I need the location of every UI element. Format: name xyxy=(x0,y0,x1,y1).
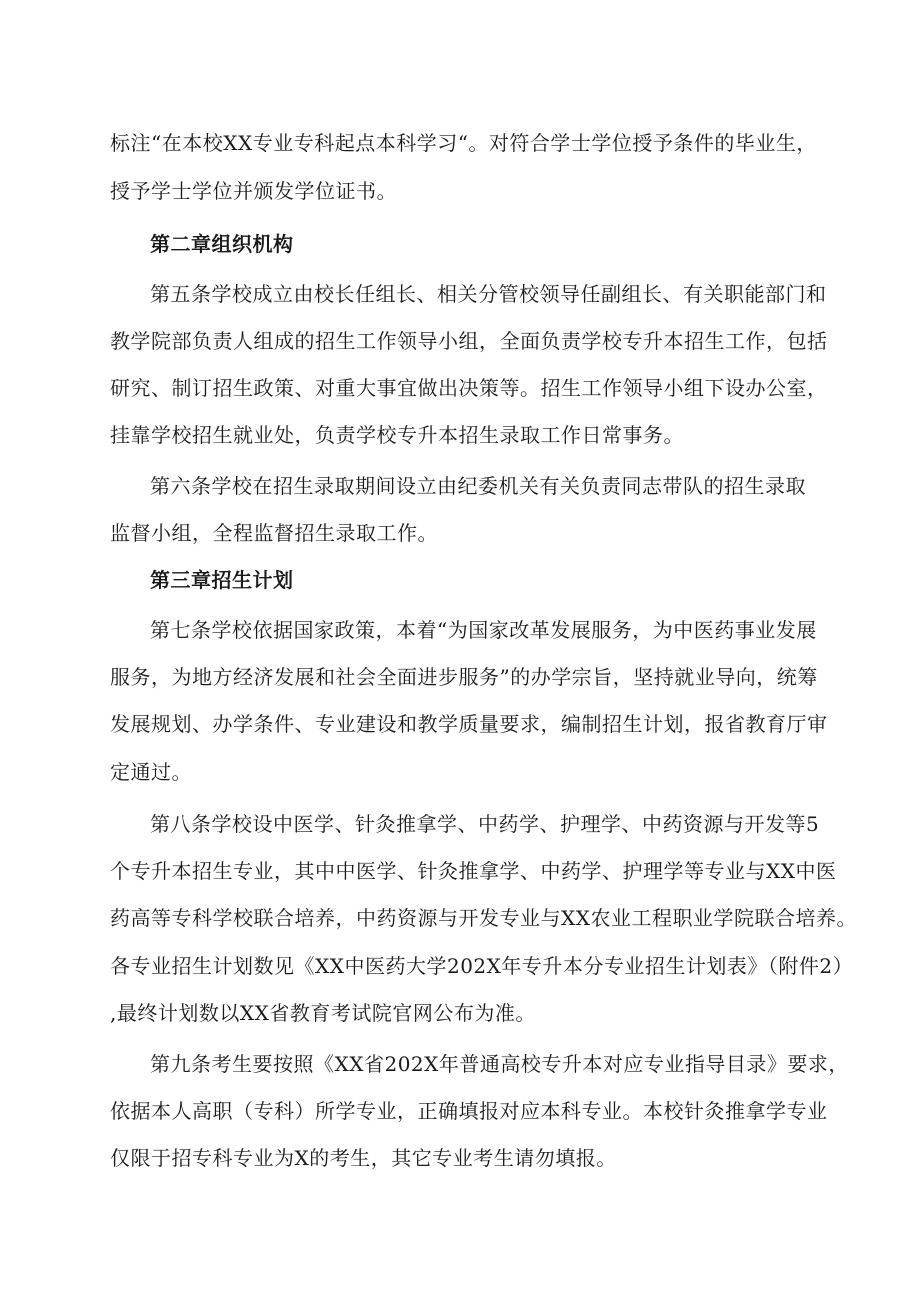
body-line: 各专业招生计划数见《XX中医药大学202X年专升本分专业招生计划表》（附件2） xyxy=(110,954,854,978)
body-line: 服务，为地方经济发展和社会全面进步服务”的办学宗旨，坚持就业导向，统筹 xyxy=(110,665,818,689)
body-line: 第五条学校成立由校长任组长、相关分管校领导任副组长、有关职能部门和 xyxy=(150,282,827,306)
body-line: 发展规划、办学条件、专业建设和教学质量要求，编制招生计划，报省教育厅审 xyxy=(110,712,828,736)
body-line: 依据本人高职（专科）所学专业，正确填报对应本科专业。本校针灸推拿学专业 xyxy=(110,1099,828,1123)
body-line: 第六条学校在招生录取期间设立由纪委机关有关负责同志带队的招生录取 xyxy=(150,474,806,498)
body-line: 仅限于招专科专业为X的考生，其它专业考生请勿填报。 xyxy=(110,1146,617,1170)
body-line: 第九条考生要按照《XX省202X年普通高校专升本对应专业指导目录》要求， xyxy=(150,1052,849,1076)
body-line: 药高等专科学校联合培养，中药资源与开发专业与XX农业工程职业学院联合培养。 xyxy=(110,906,857,930)
body-line: ,最终计划数以XX省教育考试院官网公布为准。 xyxy=(110,1001,536,1025)
chapter-heading: 第二章组织机构 xyxy=(150,232,294,256)
body-line: 研究、制订招生政策、对重大事宜做出决策等。招生工作领导小组下设办公室， xyxy=(110,376,828,400)
body-line: 个专升本招生专业，其中中医学、针灸推拿学、中药学、护理学等专业与XX中医 xyxy=(110,859,837,883)
body-line: 第七条学校依据国家政策，本着“为国家改革发展服务，为中医药事业发展 xyxy=(150,618,817,642)
body-line: 教学院部负责人组成的招生工作领导小组，全面负责学校专升本招生工作，包括 xyxy=(110,329,828,353)
body-line: 定通过。 xyxy=(110,760,192,784)
body-line: 监督小组，全程监督招生录取工作。 xyxy=(110,521,438,545)
body-line: 授予学士学位并颁发学位证书。 xyxy=(110,179,397,203)
chapter-heading: 第三章招生计划 xyxy=(150,568,294,592)
body-line: 挂靠学校招生就业处，负责学校专升本招生录取工作日常事务。 xyxy=(110,423,684,447)
body-line: 标注“在本校XX专业专科起点本科学习“。对符合学士学位授予条件的毕业生， xyxy=(110,131,817,155)
body-line: 第八条学校设中医学、针灸推拿学、中药学、护理学、中药资源与开发等5 xyxy=(150,812,820,836)
